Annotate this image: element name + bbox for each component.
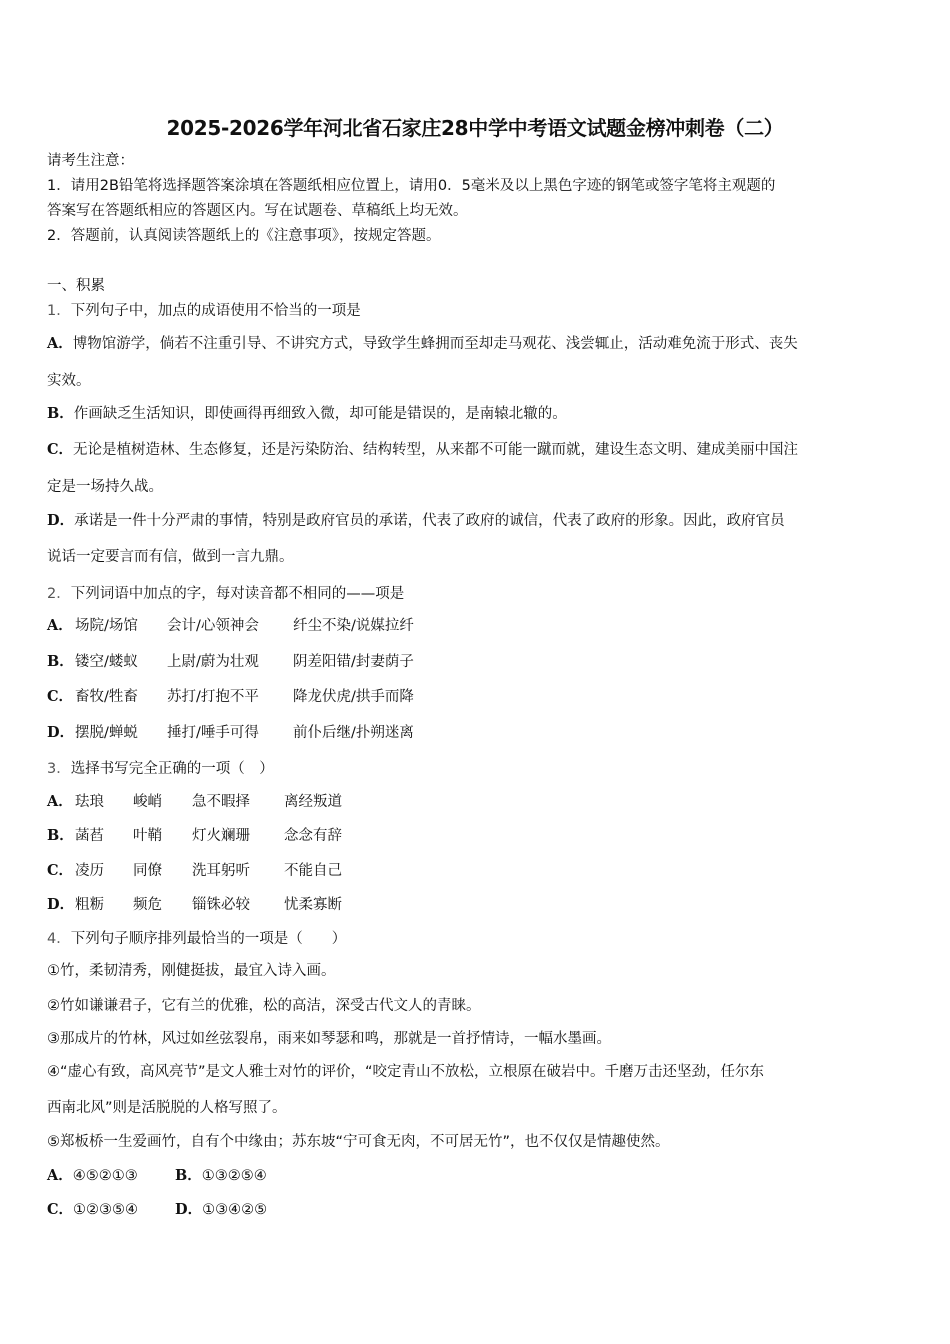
notice-line: [47, 226, 907, 246]
option-text: 定是一场持久战。: [47, 479, 163, 495]
question-3-option: [47, 861, 907, 881]
question-number: 4．: [47, 931, 71, 947]
option-text: 博物馆游学，倘若不注重引导、不讲究方式，导致学生蜂拥而至却走马观花、浅尝辄止，活动难免流于形式、丧失: [72, 336, 798, 352]
option-item: 念念有辞: [284, 828, 342, 844]
option-text: 无论是植树造林、生态修复，还是污染防治、结构转型，从来都不可能一蹴而就，建设生态文明、建成美丽中国注: [73, 442, 799, 458]
option-item: 捶打/唾手可得: [167, 725, 259, 741]
option-item: 畜牧/牲畜: [75, 689, 138, 705]
option-item: 凌历: [75, 863, 104, 879]
option-item: 摆脱/蝉蜕: [75, 725, 138, 741]
option-label: C．: [47, 1201, 74, 1218]
option-value: ①②③⑤④: [73, 1202, 139, 1218]
option-item: 急不暇择: [192, 794, 250, 810]
notice-line-text: 2．答题前，认真阅读答题纸上的《注意事项》，按规定答题。: [47, 228, 441, 244]
option-item: 频危: [133, 897, 162, 913]
question-1-option-line: [47, 440, 907, 460]
question-4-sentence: [47, 1062, 907, 1082]
notice-heading: [47, 151, 907, 171]
question-3-option: [47, 895, 907, 915]
option-value: ①③②⑤④: [201, 1168, 267, 1184]
question-2-option: [47, 687, 907, 707]
option-label: C．: [47, 688, 74, 705]
option-item: 灯火斓珊: [192, 828, 250, 844]
question-1-stem: [47, 301, 907, 321]
question-2-option: [47, 616, 907, 636]
question-4-option: [47, 1166, 138, 1186]
question-4-sentence-text: ④“虚心有致，高风亮节”是文人雅士对竹的评价，“咬定青山不放松，立根原在破岩中。千磨万击还坚劲，任尔东: [47, 1064, 765, 1080]
option-label: B．: [175, 1167, 202, 1184]
question-4-sentence-text: ②竹如谦谦君子，它有兰的优雅，松的高洁，深受古代文人的青睐。: [47, 998, 481, 1014]
question-4-stem: [47, 929, 907, 949]
option-label: A．: [47, 335, 73, 352]
option-item: 苏打/打抱不平: [167, 689, 259, 705]
question-stem: 下列词语中加点的字，每对读音都不相同的——项是: [70, 586, 405, 602]
option-item: 场院/场馆: [75, 618, 138, 634]
page-title: 2025-2026学年河北省石家庄28中学中考语文试题金榜冲刺卷（二）: [166, 116, 784, 140]
notice-heading-text: 请考生注意：: [47, 153, 134, 169]
question-1-option-line: [47, 547, 907, 567]
question-4-option: [175, 1166, 267, 1186]
question-4-sentence-text: ⑤郑板桥一生爱画竹，自有个中缘由；苏东坡“宁可食无肉，不可居无竹”，也不仅仅是情趣使然。: [47, 1134, 670, 1150]
question-3-option: [47, 792, 907, 812]
option-item: 忧柔寡断: [284, 897, 342, 913]
option-label: D．: [47, 512, 75, 529]
question-1-option-line: [47, 371, 907, 391]
notice-line: [47, 201, 907, 221]
option-item: 上尉/蔚为壮观: [167, 654, 259, 670]
notice-line-text: 1．请用2B铅笔将选择题答案涂填在答题纸相应位置上，请用0．5毫米及以上黑色字迹的钢笔或签字笔将主观题的: [47, 178, 776, 194]
option-item: 同僚: [133, 863, 162, 879]
option-text: 承诺是一件十分严肃的事情，特别是政府官员的承诺，代表了政府的诚信，代表了政府的形象。因此，政府官员: [74, 513, 785, 529]
option-label: A．: [47, 793, 73, 810]
option-item: 峻峭: [133, 794, 162, 810]
option-text: 实效。: [47, 373, 91, 389]
option-item: 降龙伏虎/拱手而降: [293, 689, 414, 705]
option-item: 会计/心领神会: [167, 618, 259, 634]
option-text: 作画缺乏生活知识，即使画得再细致入微，却可能是错误的，是南辕北辙的。: [73, 406, 567, 422]
question-4-sentence: [47, 1029, 907, 1049]
option-label: A．: [47, 1167, 73, 1184]
question-3-stem: [47, 759, 907, 779]
question-1-option-line: [47, 404, 907, 424]
option-label: A．: [47, 617, 73, 634]
option-label: B．: [47, 827, 74, 844]
question-stem: 下列句子顺序排列最恰当的一项是（ ）: [70, 931, 347, 947]
question-3-option: [47, 826, 907, 846]
question-1-option-line: [47, 334, 907, 354]
option-text: 说话一定要言而有信，做到一言九鼎。: [47, 549, 294, 565]
question-1-option-line: [47, 511, 907, 531]
option-item: 珐琅: [75, 794, 104, 810]
question-4-options: [47, 1200, 907, 1220]
question-4-sentence: [47, 1098, 907, 1118]
question-4-option: [175, 1200, 267, 1220]
option-item: 洗耳躬听: [192, 863, 250, 879]
option-value: ①③④②⑤: [202, 1202, 268, 1218]
option-label: C．: [47, 441, 74, 458]
question-4-sentence: [47, 961, 907, 981]
option-label: D．: [47, 724, 75, 741]
option-label: C．: [47, 862, 74, 879]
notice-line-text: 答案写在答题纸相应的答题区内。写在试题卷、草稿纸上均无效。: [47, 203, 468, 219]
option-label: B．: [47, 653, 74, 670]
question-4-sentence: [47, 1132, 907, 1152]
question-4-sentence: [47, 996, 907, 1016]
option-item: 阴差阳错/封妻荫子: [293, 654, 414, 670]
option-item: 纤尘不染/说媒拉纤: [293, 618, 414, 634]
question-4-sentence-text: 西南北风”则是活脱脱的人格写照了。: [47, 1100, 287, 1116]
question-4-sentence-text: ③那成片的竹林，风过如丝弦裂帛，雨来如琴瑟和鸣，那就是一首抒情诗，一幅水墨画。: [47, 1031, 611, 1047]
question-4-sentence-text: ①竹，柔韧清秀，刚健挺拔，最宜入诗入画。: [47, 963, 336, 979]
option-item: 不能自己: [284, 863, 342, 879]
option-item: 离经叛道: [284, 794, 342, 810]
option-item: 锱铢必较: [192, 897, 250, 913]
question-2-option: [47, 652, 907, 672]
option-value: ④⑤②①③: [72, 1168, 138, 1184]
option-item: 前仆后继/扑朔迷离: [293, 725, 414, 741]
notice-line: [47, 176, 907, 196]
option-label: D．: [175, 1201, 203, 1218]
option-label: B．: [47, 405, 74, 422]
question-4-options: [47, 1166, 907, 1186]
question-stem: 选择书写完全正确的一项（ ）: [70, 761, 274, 777]
question-stem: 下列句子中，加点的成语使用不恰当的一项是: [70, 303, 361, 319]
option-item: 菡萏: [75, 828, 104, 844]
question-number: 3．: [47, 761, 71, 777]
question-number: 2．: [47, 586, 71, 602]
question-number: 1．: [47, 303, 71, 319]
option-item: 叶鞘: [133, 828, 162, 844]
question-4-option: [47, 1200, 138, 1220]
option-item: 镂空/蝼蚁: [75, 654, 138, 670]
question-1-option-line: [47, 477, 907, 497]
option-label: D．: [47, 896, 75, 913]
section-heading-text: 一、积累: [47, 278, 105, 294]
question-2-option: [47, 723, 907, 743]
question-2-stem: [47, 584, 907, 604]
section-heading: [47, 276, 907, 296]
option-item: 粗粝: [75, 897, 104, 913]
